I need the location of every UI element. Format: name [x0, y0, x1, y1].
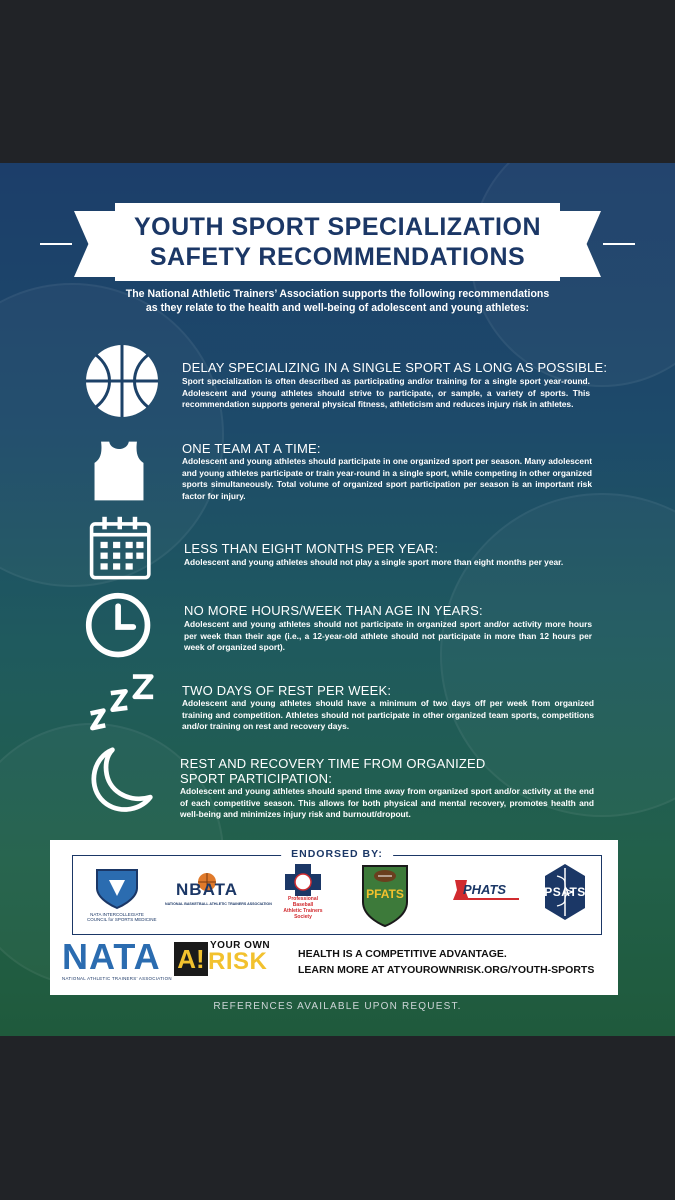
nbata-wordmark: NBATA [176, 880, 238, 899]
endorsed-by-box [72, 848, 602, 935]
moon-icon [84, 746, 156, 818]
recommendation-heading: DELAY SPECIALIZING IN A SINGLE SPORT AS LONG AS POSSIBLE: [182, 360, 608, 375]
logo-caption: NATIONAL BASKETBALL ATHLETIC TRAINERS ASSOCIATION [165, 902, 272, 906]
jersey-icon [88, 433, 150, 509]
phats-wordmark: PHATS [463, 882, 507, 897]
endorsed-by-label: ENDORSED BY: [281, 848, 393, 860]
recommendation-body: Adolescent and young athletes should spend time away from organized sport and/or activity at the end of each competitive season. This allows for both physical and mental recovery, promotes health and well-being and minimizes injury risk and burnout/dropout. [180, 786, 594, 820]
recommendation-body: Adolescent and young athletes should not participate in organized sport and/or activity more hours per week than their age (i.e., a 12-year-old athlete should not participate in more than 12 hours per week of organized sport). [184, 619, 592, 653]
clock-icon [84, 591, 156, 663]
logo-caption: Baseball [292, 902, 314, 908]
nbata-logo [165, 872, 272, 922]
sleep-zzz-icon [82, 671, 158, 741]
references-note: REFERENCES AVAILABLE UPON REQUEST. [213, 1001, 462, 1012]
recommendation-heading-line-2: SPORT PARTICIPATION: [180, 771, 333, 786]
psats-wordmark: PSATS [544, 885, 586, 899]
logo-caption: Society [294, 914, 312, 920]
recommendation-heading: NO MORE HOURS/WEEK THAN AGE IN YEARS: [184, 603, 483, 618]
recommendation-body: Adolescent and young athletes should participate in one organized sport per season. Many adolescent and young athletes participate or train year-round in a single sport, while competing in other organized sports simultaneously. Total volume of organized sport participation per season is an important risk factor for injury. [182, 456, 592, 501]
at-your-own-risk-mark: A! [174, 942, 208, 976]
phats-logo [451, 878, 521, 912]
nata-logo-caption: NATIONAL ATHLETIC TRAINERS’ ASSOCIATION [62, 976, 172, 981]
logo-caption: Professional [287, 896, 318, 902]
pfats-logo [359, 862, 411, 928]
cta-line-1: HEALTH IS A COMPETITIVE ADVANTAGE. [298, 948, 507, 960]
phats-underline [463, 898, 519, 900]
cta-prefix: LEARN MORE AT [298, 964, 387, 976]
page-title [115, 203, 560, 281]
ayor-top-text: YOUR OWN [210, 940, 271, 951]
title-rule-left [40, 243, 72, 245]
intro-text [90, 287, 584, 315]
nata-intercollegiate-council-logo [87, 866, 157, 926]
ribbon-tail-right [553, 211, 601, 277]
basketball-icon [84, 343, 160, 419]
medical-cross-baseball-icon [273, 862, 333, 896]
poster [0, 163, 675, 1036]
pfats-wordmark: PFATS [366, 887, 404, 901]
logo-caption: COUNCIL for SPORTS MEDICINE [87, 917, 157, 922]
logo-caption: NATA INTERCOLLEGIATE [90, 912, 144, 917]
title-rule-right [603, 243, 635, 245]
shield-icon [87, 866, 147, 910]
recommendation-body: Sport specialization is often described as participating and/or training for a single sport year-round. Adolescent and young athletes should strive to participate, or sample, a variety of sports. This recommendation supports general physical fitness, athleticism and reduces injury risk in athletes. [182, 376, 590, 410]
recommendation-heading: ONE TEAM AT A TIME: [182, 441, 321, 456]
calendar-icon [88, 515, 156, 583]
title-line-1: YOUTH SPORT SPECIALIZATION [134, 213, 541, 241]
call-to-action [298, 946, 594, 978]
title-banner [40, 203, 635, 287]
psats-logo [539, 862, 591, 924]
recommendation-body: Adolescent and young athletes should have a minimum of two days off per week from organized training and competition. Athletes should not participate in other organized team sports, competitions and/or training on rest and recovery days. [182, 698, 594, 732]
recommendation-body: Adolescent and young athletes should not play a single sport more than eight months per year. [184, 557, 564, 567]
intro-line-1: The National Athletic Trainers’ Association supports the following recommendations [125, 288, 550, 300]
nata-logo: NATA [62, 936, 161, 977]
logo-caption: Athletic Trainers [283, 908, 323, 914]
title-line-2: SAFETY RECOMMENDATIONS [149, 243, 526, 271]
recommendation-heading: TWO DAYS OF REST PER WEEK: [182, 683, 392, 698]
recommendation-heading: REST AND RECOVERY TIME FROM ORGANIZED [180, 756, 486, 771]
cta-line-2 [298, 962, 594, 978]
pbats-logo [273, 862, 333, 930]
cta-link[interactable]: ATYOUROWNRISK.ORG/YOUTH-SPORTS [386, 964, 595, 976]
sponsor-strip [50, 936, 618, 991]
intro-line-2: as they relate to the health and well-being of adolescent and young athletes: [145, 302, 530, 314]
recommendation-heading: LESS THAN EIGHT MONTHS PER YEAR: [184, 541, 439, 556]
endorsement-panel [50, 840, 618, 995]
ayor-risk-text: RISK [208, 948, 268, 975]
